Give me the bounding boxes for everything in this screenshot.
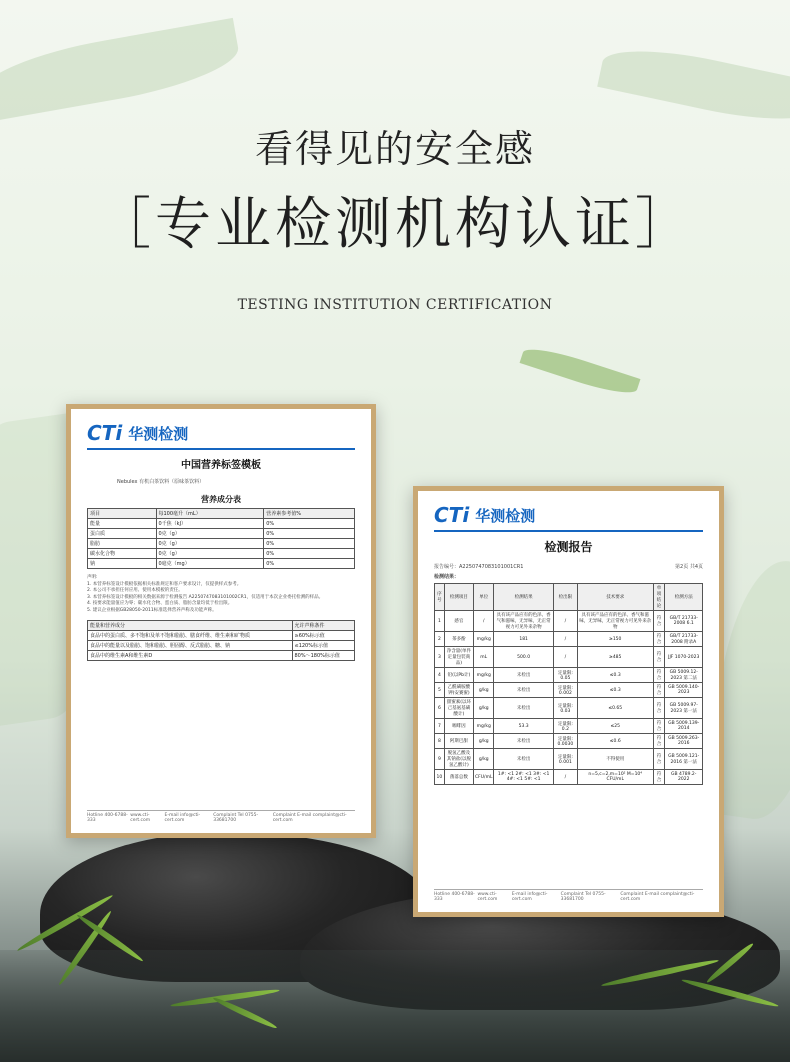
hero-tagline: 看得见的安全感 (254, 127, 535, 171)
table-header-row (88, 621, 355, 631)
footer-item: Hotline 400-6788-333 (87, 813, 128, 823)
table-cell: 符合 (653, 770, 665, 785)
table-cell: 符合 (653, 647, 665, 668)
table-cell: GB 4789.2-2022 (665, 770, 703, 785)
note-line: 2. 本公司不承担任何应用、使用本模板的责任。 (87, 588, 183, 593)
column-header: 单项结论 (653, 584, 665, 611)
hero-title: ［专业检测机构认证］ (95, 192, 695, 257)
table-row (88, 519, 355, 529)
table-cell: 未检出 (494, 734, 553, 749)
table-cell: 食品中的蛋白质、多不饱和及单不饱和脂肪、膳食纤维、维生素和矿物质 (88, 631, 293, 641)
table-row (88, 539, 355, 549)
table-cell: 符合 (653, 683, 665, 698)
table-cell: ≥150 (577, 632, 653, 647)
table-row (88, 641, 355, 651)
column-header: 检测结果 (494, 584, 553, 611)
footer-item: www.cti-cert.com (130, 813, 151, 823)
table-cell: GB 5009.140-2023 (665, 683, 703, 698)
table-cell: 未检出 (494, 683, 553, 698)
table-cell: 未检出 (494, 749, 553, 770)
table-cell: ≤0.3 (577, 668, 653, 683)
test-report-certificate (413, 486, 724, 917)
table-cell: 0千焦（kJ） (156, 519, 264, 529)
column-header: 技术要求 (577, 584, 653, 611)
table-row (435, 647, 703, 668)
table-cell: ≥485 (577, 647, 653, 668)
table-cell: 未检出 (494, 668, 553, 683)
table-cell: 定量限: 0.001 (553, 749, 577, 770)
table-header-row (435, 584, 703, 611)
table-cell: 符合 (653, 719, 665, 734)
table-cell: 菌落总数 (444, 770, 473, 785)
table-cell: mg/kg (474, 668, 494, 683)
table-row (435, 668, 703, 683)
table-cell: ≤25 (577, 719, 653, 734)
table-row (88, 549, 355, 559)
column-header: 检测项目 (444, 584, 473, 611)
table-cell: CFU/mL (474, 770, 494, 785)
column-header: 能量和营养成分 (88, 621, 293, 631)
table-cell: GB 5009.121-2016 第一法 (665, 749, 703, 770)
footer-item: E-mail info@cti-cert.com (511, 892, 548, 902)
cti-logo-mark: CTi (434, 503, 470, 527)
cti-logo-text: 华测检测 (475, 506, 536, 525)
table-cell: 符合 (653, 734, 665, 749)
table-cell: mL (474, 647, 494, 668)
hero-subtitle: TESTING INSTITUTION CERTIFICATION (237, 297, 553, 313)
logo-divider (87, 448, 355, 450)
claims-table (87, 620, 355, 661)
table-cell: 铅(以Pb计) (444, 668, 473, 683)
table-row (435, 698, 703, 719)
table-cell: 7 (435, 719, 445, 734)
table-cell: 能量 (88, 519, 157, 529)
table-cell: 4 (435, 668, 445, 683)
table-cell: 0克（g） (156, 539, 264, 549)
table-cell: 0克（g） (156, 529, 264, 539)
table-cell: 乙酰磺胺酸钾(安赛蜜) (444, 683, 473, 698)
footer-item: Hotline 400-6788-333 (434, 892, 475, 902)
table-row (88, 651, 355, 661)
table-cell: 符合 (653, 611, 665, 632)
column-header: 检出限 (553, 584, 577, 611)
table-cell: 符合 (653, 632, 665, 647)
table-cell: 具有该产品应有的色泽、香气和滋味，无异味，无正常视力可见外来杂物 (577, 611, 653, 632)
table-cell: g/kg (474, 698, 494, 719)
footer-item: Complaint E-mail complaint@cti-cert.com (272, 813, 347, 823)
table-cell: 符合 (653, 749, 665, 770)
table-cell: 10 (435, 770, 445, 785)
table-cell: 0% (264, 559, 355, 569)
table-cell: 感官 (444, 611, 473, 632)
table-cell: / (474, 611, 494, 632)
note-line: 3. 本营养标签设计模板的相关数据来源于检测报告 A2250747083101002CR1，仅适用于本次企业委托检测的样品。 (87, 594, 324, 600)
table-cell: 阿斯巴甜 (444, 734, 473, 749)
column-header: 项目 (88, 509, 157, 519)
table-cell: n=5,c=2,m=10² M=10⁴ CFU/mL (577, 770, 653, 785)
table-row (435, 749, 703, 770)
table-cell: 181 (494, 632, 553, 647)
column-header: 营养素参考值% (264, 509, 355, 519)
column-header: 每100毫升（mL） (156, 509, 264, 519)
table-row (435, 632, 703, 647)
test-results-table (434, 583, 703, 785)
table-cell: 食品中的能量以及脂肪、饱和脂肪、胆固醇、反式脂肪、糖、钠 (88, 641, 293, 651)
table-cell: GB/T 21733-2008 附录A (665, 632, 703, 647)
table-cell: 53.3 (494, 719, 553, 734)
footer-item: E-mail info@cti-cert.com (164, 813, 201, 823)
report-number: 报告编号：A2250747083101001CR1 (434, 564, 524, 570)
table-row (435, 770, 703, 785)
table-cell: 未检出 (494, 698, 553, 719)
table-cell: 5 (435, 683, 445, 698)
table-cell: 1#: <1 2#: <1 3#: <1 4#: <1 5#: <1 (494, 770, 553, 785)
table-cell: GB 5009.97-2023 第一法 (665, 698, 703, 719)
table-cell: 500.0 (494, 647, 553, 668)
table-row (435, 734, 703, 749)
table-header-row (88, 509, 355, 519)
report-meta (434, 563, 703, 570)
notes-title: 声明: (87, 575, 98, 580)
table-cell: 9 (435, 749, 445, 770)
table-cell: 80%～180%标示值 (292, 651, 355, 661)
table-cell: GB 5009.12-2023 第二法 (665, 668, 703, 683)
table-cell: 3 (435, 647, 445, 668)
page-number: 第2页 共4页 (675, 564, 703, 570)
footer-item: Complaint Tel 0755-33681700 (213, 813, 259, 823)
table-cell: GB 5009.139-2014 (665, 719, 703, 734)
nutrition-table (87, 508, 355, 569)
table-row (435, 719, 703, 734)
table-cell: 定量限: 0.03 (553, 698, 577, 719)
footer-item: www.cti-cert.com (477, 892, 498, 902)
nutrition-label-certificate (66, 404, 376, 838)
table-cell: 符合 (653, 668, 665, 683)
nutrition-table-title: 营养成分表 (201, 495, 241, 504)
table-cell: 茶多酚 (444, 632, 473, 647)
table-cell: 0克（g） (156, 549, 264, 559)
footer-item: Complaint Tel 0755-33681700 (560, 892, 606, 902)
table-row (88, 529, 355, 539)
cti-logo (87, 421, 355, 445)
note-line: 1. 本营养标签设计模板依据相关标准规定和客户要求设计，仅提供样式参考。 (87, 581, 242, 587)
table-cell: 食品中的维生素A和维生素D (88, 651, 293, 661)
table-cell: mg/kg (474, 719, 494, 734)
table-cell: 0% (264, 529, 355, 539)
table-cell: 具有该产品应有的色泽、香气和滋味，无异味，无正常视力可见外来杂物 (494, 611, 553, 632)
table-cell: 0% (264, 519, 355, 529)
table-cell: 咖啡因 (444, 719, 473, 734)
table-row (435, 611, 703, 632)
table-cell: 蛋白质 (88, 529, 157, 539)
cti-logo-mark: CTi (87, 421, 123, 445)
table-cell: g/kg (474, 683, 494, 698)
table-cell: / (553, 770, 577, 785)
certificate-footer (87, 810, 355, 823)
table-cell: 0% (264, 549, 355, 559)
table-cell: 2 (435, 632, 445, 647)
table-cell: 不得使用 (577, 749, 653, 770)
table-cell: 0毫克（mg） (156, 559, 264, 569)
table-row (88, 559, 355, 569)
note-line: 4. 按要求能量值应为零；碳水化合物、蛋白质、脂肪含量均低于检出限。 (87, 601, 233, 606)
table-cell: ≤0.65 (577, 698, 653, 719)
statement-notes (87, 575, 355, 614)
table-row (88, 631, 355, 641)
column-header: 序号 (435, 584, 445, 611)
table-cell: 6 (435, 698, 445, 719)
table-cell: 0% (264, 539, 355, 549)
table-cell: JJF 1070-2023 (665, 647, 703, 668)
table-cell: 定量限: 0.2 (553, 719, 577, 734)
table-cell: 钠 (88, 559, 157, 569)
table-cell: / (553, 611, 577, 632)
table-cell: GB/T 21733-2008 6.1 (665, 611, 703, 632)
table-cell: 定量限: 0.002 (553, 683, 577, 698)
section-label: 检测结果： (434, 574, 460, 580)
logo-divider (434, 530, 703, 532)
note-line: 5. 建议企业根据GB28050-2011标准选择营养声称及功能声称。 (87, 607, 217, 613)
table-cell: 净含量(单件定量包装商品) (444, 647, 473, 668)
table-cell: 定量限: 0.0030 (553, 734, 577, 749)
table-cell: / (553, 632, 577, 647)
table-cell: 脂肪 (88, 539, 157, 549)
table-cell: 甜蜜素(以环己基氨基磺酸计) (444, 698, 473, 719)
table-cell: 定量限: 0.05 (553, 668, 577, 683)
table-cell: mg/kg (474, 632, 494, 647)
cti-logo (434, 503, 703, 527)
column-header: 检测方法 (665, 584, 703, 611)
footer-item: Complaint E-mail complaint@cti-cert.com (620, 892, 695, 902)
table-cell: ≤0.6 (577, 734, 653, 749)
table-cell: GB 5009.263-2016 (665, 734, 703, 749)
table-cell: g/kg (474, 734, 494, 749)
table-cell: 碳水化合物 (88, 549, 157, 559)
background-leaf (520, 342, 641, 400)
table-cell: ≤0.3 (577, 683, 653, 698)
table-cell: ≤120%标示值 (292, 641, 355, 651)
certificate-footer (434, 889, 703, 902)
column-header: 允许声称条件 (292, 621, 355, 631)
table-cell: g/kg (474, 749, 494, 770)
background-leaf (0, 18, 243, 122)
table-cell: 符合 (653, 698, 665, 719)
table-cell: 脱氢乙酸及其钠盐(以脱氢乙酸计) (444, 749, 473, 770)
document-title: 中国营养标签模板 (181, 460, 261, 471)
column-header: 单位 (474, 584, 494, 611)
table-cell: 1 (435, 611, 445, 632)
document-title: 检测报告 (544, 540, 593, 554)
table-cell: 8 (435, 734, 445, 749)
product-name: Nebulex 有机白茶饮料（原味茶饮料） (117, 479, 205, 485)
cti-logo-text: 华测检测 (128, 424, 189, 443)
table-cell: / (553, 647, 577, 668)
table-row (435, 683, 703, 698)
table-cell: ≥60%标示值 (292, 631, 355, 641)
